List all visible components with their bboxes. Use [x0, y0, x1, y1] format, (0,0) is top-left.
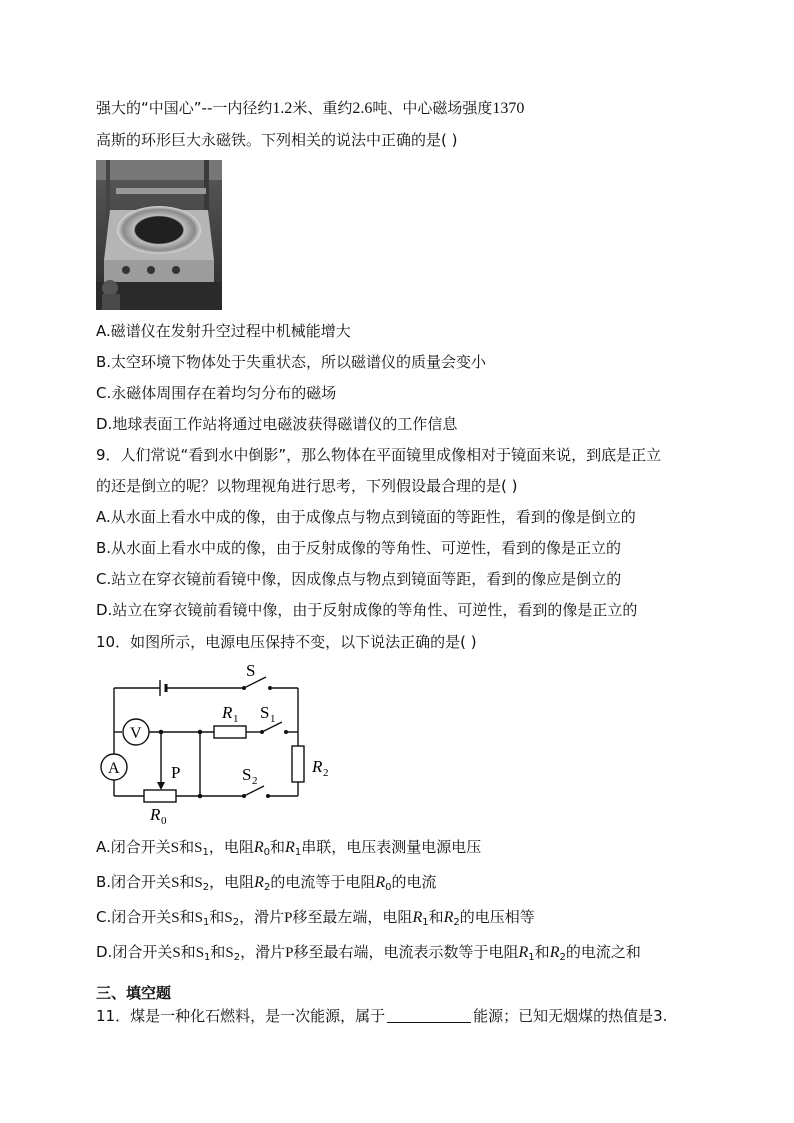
q11-answer-blank[interactable]	[387, 1008, 471, 1023]
q10-option-c: C.闭合开关S和$S_1$和$S_2$，滑片P移至最左端，电阻$R_1$和$R_2$的电压相等	[96, 908, 535, 928]
label-p: P	[171, 763, 181, 782]
q8-option-a: A.磁谱仪在发射升空过程中机械能增大	[96, 322, 351, 340]
q9-option-c: C.站立在穿衣镜前看镜中像，因成像点与物点到镜面等距，看到的像应是倒立的	[96, 570, 622, 588]
magnet-spectrometer-photo	[96, 160, 222, 310]
q8-option-c: C.永磁体周围存在着均匀分布的磁场	[96, 384, 337, 402]
label-r2: R	[312, 757, 323, 776]
q10-option-d: D.闭合开关S和$S_1$和$S_2$，滑片P移至最右端，电流表示数等于电阻$R_1$和$R_2$的电流之和	[96, 943, 641, 963]
svg-text:1: 1	[270, 713, 276, 725]
label-r0: R	[150, 805, 161, 824]
circuit-diagram	[94, 660, 344, 834]
q10-option-b: B.闭合开关S和$S_2$，电阻$R_2$的电流等于电阻$R_0$的电流	[96, 873, 437, 893]
q10-stem: 10．如图所示，电源电压保持不变，以下说法正确的是( )	[96, 633, 477, 651]
svg-text:2: 2	[252, 775, 258, 787]
q11-stem: 11．煤是一种化石燃料，是一次能源，属于 能源；已知无烟煤的热值是3.	[96, 1007, 668, 1025]
label-s2: S	[242, 765, 252, 784]
svg-text:0: 0	[161, 815, 167, 827]
svg-text:1: 1	[233, 713, 239, 725]
section-fill-in-title: 三、填空题	[96, 984, 172, 1002]
q8-stem-line1: 强大的“中国心”--一内径约1.2米、重约2.6吨、中心磁场强度1370	[96, 99, 525, 117]
ammeter-label: A	[108, 760, 120, 777]
q9-option-b: B.从水面上看水中成的像，由于反射成像的等角性、可逆性，看到的像是正立的	[96, 539, 622, 557]
q9-stem-line2: 的还是倒立的呢？以物理视角进行思考，下列假设最合理的是( )	[96, 477, 518, 495]
q8-stem-line2: 高斯的环形巨大永磁铁。下列相关的说法中正确的是( )	[96, 131, 458, 149]
q9-stem-line1: 9．人们常说“看到水中倒影”，那么物体在平面镜里成像相对于镜面来说，到底是正立	[96, 446, 662, 464]
q8-option-b: B.太空环境下物体处于失重状态，所以磁谱仪的质量会变小	[96, 353, 487, 371]
voltmeter-label: V	[130, 725, 142, 742]
q10-option-a: A.闭合开关S和$S_1$，电阻$R_0$和$R_1$串联，电压表测量电源电压	[96, 838, 482, 858]
label-s1: S	[260, 703, 270, 722]
svg-text:2: 2	[323, 767, 329, 779]
label-s: S	[246, 661, 256, 680]
q9-option-a: A.从水面上看水中成的像，由于成像点与物点到镜面的等距性，看到的像是倒立的	[96, 508, 636, 526]
label-r1: R	[222, 703, 233, 722]
q9-option-d: D.站立在穿衣镜前看镜中像，由于反射成像的等角性、可逆性，看到的像是正立的	[96, 601, 638, 619]
q8-option-d: D.地球表面工作站将通过电磁波获得磁谱仪的工作信息	[96, 415, 458, 433]
